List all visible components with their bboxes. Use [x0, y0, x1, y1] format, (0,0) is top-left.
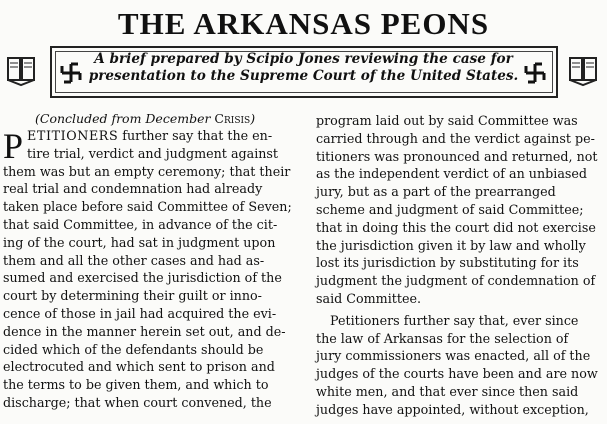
- text-line: the terms to be given them, and which to: [3, 377, 269, 393]
- text-line: that said Committee, in advance of the cit-: [3, 216, 278, 232]
- text-line: scheme and judgment of said Committee;: [316, 201, 584, 217]
- text-line: jury, but as a part of the prearranged: [316, 184, 556, 200]
- text-line: dence in the manner herein set out, and de-: [3, 323, 286, 339]
- swastika-icon: [524, 62, 546, 84]
- text-line: carried through and the verdict against pe-: [316, 130, 595, 146]
- right-column: [316, 112, 607, 419]
- text-line: tire trial, verdict and judgment against: [27, 145, 279, 161]
- text-line: that in doing this the court did not exercise: [316, 219, 596, 235]
- text-line: them and all the other cases and had as-: [3, 252, 265, 268]
- banner-line-1: A brief prepared by Scipio Jones reviewing the case for: [94, 51, 513, 67]
- text-line: electrocuted and which sent to prison and: [3, 359, 275, 375]
- text-line: sumed and exercised the jurisdiction of the: [3, 270, 282, 286]
- continuation-suffix: ): [250, 111, 256, 126]
- text-line: program laid out by said Committee was: [316, 113, 578, 128]
- text-line: cence of those in jail had acquired the evi-: [3, 305, 277, 321]
- text-line: judges have appointed, without exception,: [316, 401, 589, 417]
- continuation-note: [3, 110, 299, 127]
- left-column: [3, 110, 299, 412]
- book-icon: [568, 54, 598, 88]
- drop-cap: P: [3, 126, 24, 166]
- text-line: said Committee.: [316, 290, 422, 306]
- text-line: them was but an empty ceremony; that their: [3, 163, 291, 179]
- text-line: taken place before said Committee of Seven;: [3, 199, 292, 215]
- text-line: court by determining their guilt or inno-: [3, 288, 262, 304]
- text-line: the jurisdiction given it by law and wholly: [316, 237, 586, 253]
- book-icon: [6, 54, 36, 88]
- text-line: judgment the judgment of condemnation of: [316, 273, 596, 289]
- article-title: THE ARKANSAS PEONS: [117, 6, 490, 41]
- article-banner: [0, 46, 607, 100]
- first-line: [3, 127, 299, 145]
- first-line-rest: further say that the en-: [118, 128, 273, 143]
- text-line: the law of Arkansas for the selection of: [316, 330, 569, 346]
- text-line: real trial and condemnation had already: [3, 181, 263, 197]
- text-line: as the independent verdict of an unbiased: [316, 166, 588, 182]
- right-paragraph-2: [316, 312, 607, 419]
- continuation-crisis: Crisis: [214, 111, 251, 126]
- continuation-prefix: (Concluded from December: [35, 111, 215, 126]
- text-line: titioners was pronounced and returned, not: [316, 148, 598, 164]
- text-line: discharge; that when court convened, the: [3, 394, 272, 410]
- text-line: ing of the court, had sat in judgment upon: [3, 234, 276, 250]
- text-line: white men, and that ever since then said: [316, 383, 579, 399]
- text-line: judges of the courts have been and are now: [316, 366, 598, 382]
- text-line: cided which of the defendants should be: [3, 341, 264, 357]
- banner-caption: [56, 51, 551, 84]
- first-word: ETITIONERS: [27, 128, 119, 143]
- text-line: jury commissioners was enacted, all of the: [316, 348, 591, 364]
- text-line: Petitioners further say that, ever since: [330, 312, 579, 328]
- right-paragraph-1: [316, 112, 607, 308]
- text-line: lost its jurisdiction by substituting for its: [316, 255, 579, 271]
- opening-paragraph: [3, 127, 299, 412]
- banner-line-2: presentation to the Supreme Court of the United States.: [88, 67, 519, 84]
